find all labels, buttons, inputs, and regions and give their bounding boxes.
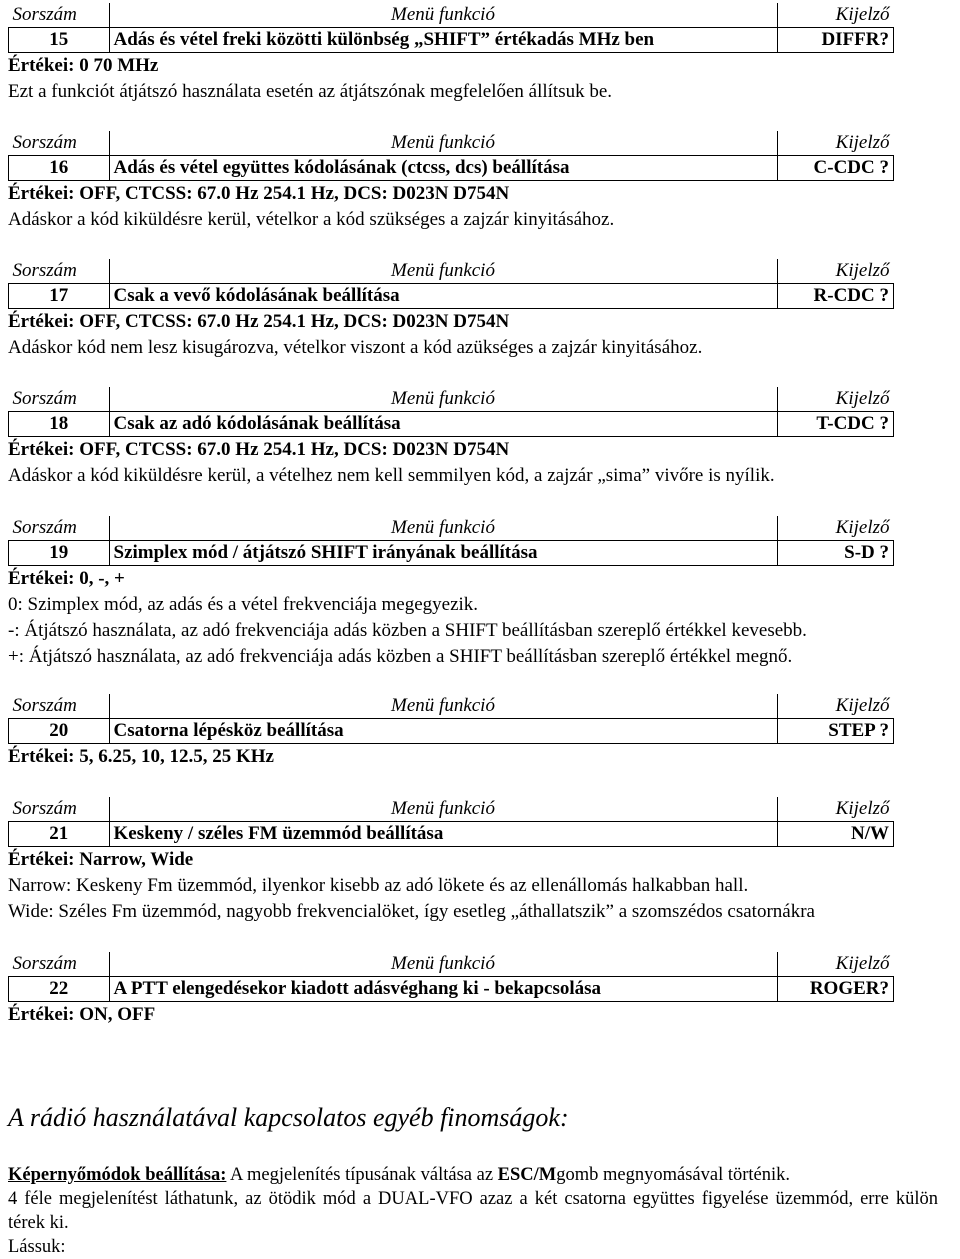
- menu-row: [9, 822, 894, 847]
- screen-modes-paragraph: [8, 1163, 938, 1187]
- lets-see-text: Lássuk:: [8, 1237, 66, 1257]
- menu-function: Csatorna lépésköz beállítása: [109, 719, 777, 744]
- header-kijelzo: Kijelző: [777, 131, 894, 156]
- menu-table: [8, 952, 894, 1002]
- header-menu-funkcio: Menü funkció: [109, 3, 777, 28]
- menu-number: 15: [9, 28, 110, 53]
- header-sorszam: Sorszám: [9, 694, 110, 719]
- menu-function: Szimplex mód / átjátszó SHIFT irányának beállítása: [109, 541, 777, 566]
- menu-description: +: Átjátszó használata, az adó frekvenciája adás közben a SHIFT beállításban szereplő értékkel megnő.: [8, 646, 793, 667]
- menu-values: Értékei: OFF, CTCSS: 67.0 Hz 254.1 Hz, DCS: D023N D754N: [8, 439, 510, 460]
- menu-row: [9, 156, 894, 181]
- header-menu-funkcio: Menü funkció: [109, 131, 777, 156]
- menu-table: [8, 259, 894, 309]
- menu-display-code: R-CDC ?: [777, 284, 894, 309]
- header-menu-funkcio: Menü funkció: [109, 694, 777, 719]
- header-kijelzo: Kijelző: [777, 694, 894, 719]
- menu-number: 16: [9, 156, 110, 181]
- menu-number: 19: [9, 541, 110, 566]
- esc-m-key: ESC/M: [497, 1165, 557, 1185]
- menu-table: [8, 387, 894, 437]
- menu-function: Csak a vevő kódolásának beállítása: [109, 284, 777, 309]
- menu-number: 22: [9, 977, 110, 1002]
- menu-display-code: C-CDC ?: [777, 156, 894, 181]
- menu-header-row: [9, 516, 894, 541]
- menu-display-code: STEP ?: [777, 719, 894, 744]
- menu-row: [9, 284, 894, 309]
- header-menu-funkcio: Menü funkció: [109, 797, 777, 822]
- menu-block-18: [8, 387, 894, 489]
- header-kijelzo: Kijelző: [777, 259, 894, 284]
- header-menu-funkcio: Menü funkció: [109, 259, 777, 284]
- menu-row: [9, 412, 894, 437]
- menu-block-19: [8, 516, 894, 670]
- menu-header-row: [9, 952, 894, 977]
- menu-header-row: [9, 131, 894, 156]
- menu-display-code: T-CDC ?: [777, 412, 894, 437]
- menu-display-code: DIFFR?: [777, 28, 894, 53]
- menu-display-code: N/W: [777, 822, 894, 847]
- menu-display-code: ROGER?: [777, 977, 894, 1002]
- menu-description: 0: Szimplex mód, az adás és a vétel frekvenciája megegyezik.: [8, 594, 479, 615]
- header-menu-funkcio: Menü funkció: [109, 387, 777, 412]
- menu-values: Értékei: ON, OFF: [8, 1004, 156, 1025]
- menu-block-16: [8, 131, 894, 233]
- menu-function: Adás és vétel freki közötti különbség „SHIFT” értékadás MHz ben: [109, 28, 777, 53]
- menu-block-20: [8, 694, 894, 770]
- menu-description: Ezt a funkciót átjátszó használata esetén az átjátszónak megfelelően állítsuk be.: [8, 81, 613, 102]
- menu-description: Wide: Széles Fm üzemmód, nagyobb frekvencialöket, így esetleg „áthallatszik” a szomszédos csatornákra: [8, 901, 815, 922]
- header-sorszam: Sorszám: [9, 259, 110, 284]
- header-sorszam: Sorszám: [9, 516, 110, 541]
- header-kijelzo: Kijelző: [777, 516, 894, 541]
- menu-row: [9, 541, 894, 566]
- menu-table: [8, 131, 894, 181]
- menu-description: Adáskor a kód kiküldésre kerül, a vételhez nem kell semmilyen kód, a zajzár „sima” vivőre is nyílik.: [8, 465, 775, 486]
- menu-values: Értékei: OFF, CTCSS: 67.0 Hz 254.1 Hz, DCS: D023N D754N: [8, 183, 510, 204]
- menu-description: Adáskor a kód kiküldésre kerül, vételkor a kód szükséges a zajzár kinyitásához.: [8, 209, 615, 230]
- menu-number: 18: [9, 412, 110, 437]
- menu-display-code: S-D ?: [777, 541, 894, 566]
- header-sorszam: Sorszám: [9, 3, 110, 28]
- menu-block-15: [8, 3, 894, 105]
- menu-function: A PTT elengedésekor kiadott adásvéghang ki - bekapcsolása: [109, 977, 777, 1002]
- display-modes-paragraph: 4 féle megjelenítést láthatunk, az ötödik mód a DUAL-VFO azaz a két csatorna együttes figyelése üzemmód, erre külön térek ki.: [8, 1189, 938, 1233]
- menu-table: [8, 3, 894, 53]
- menu-header-row: [9, 387, 894, 412]
- menu-values: Értékei: OFF, CTCSS: 67.0 Hz 254.1 Hz, DCS: D023N D754N: [8, 311, 510, 332]
- menu-table: [8, 516, 894, 566]
- menu-header-row: [9, 694, 894, 719]
- header-sorszam: Sorszám: [9, 387, 110, 412]
- menu-row: [9, 719, 894, 744]
- header-menu-funkcio: Menü funkció: [109, 516, 777, 541]
- menu-number: 17: [9, 284, 110, 309]
- menu-table: [8, 797, 894, 847]
- header-kijelzo: Kijelző: [777, 3, 894, 28]
- menu-row: [9, 977, 894, 1002]
- screen-modes-label: Képernyőmódok beállítása:: [8, 1165, 227, 1185]
- menu-header-row: [9, 3, 894, 28]
- section-heading: A rádió használatával kapcsolatos egyéb finomságok:: [8, 1103, 569, 1132]
- menu-function: Csak az adó kódolásának beállítása: [109, 412, 777, 437]
- menu-row: [9, 28, 894, 53]
- screen-modes-text-1: A megjelenítés típusának váltása az: [226, 1165, 498, 1185]
- menu-description: -: Átjátszó használata, az adó frekvenciája adás közben a SHIFT beállításban szereplő értékkel kevesebb.: [8, 620, 807, 641]
- screen-modes-text-2: gomb megnyomásával történik.: [556, 1165, 791, 1185]
- menu-table: [8, 694, 894, 744]
- menu-values: Értékei: 0 70 MHz: [8, 55, 159, 76]
- header-kijelzo: Kijelző: [777, 387, 894, 412]
- menu-header-row: [9, 797, 894, 822]
- menu-header-row: [9, 259, 894, 284]
- menu-block-22: [8, 952, 894, 1028]
- header-menu-funkcio: Menü funkció: [109, 952, 777, 977]
- header-sorszam: Sorszám: [9, 797, 110, 822]
- menu-block-21: [8, 797, 894, 925]
- menu-function: Keskeny / széles FM üzemmód beállítása: [109, 822, 777, 847]
- menu-description: Adáskor kód nem lesz kisugározva, vételkor viszont a kód azükséges a zajzár kinyitásához.: [8, 337, 703, 358]
- menu-number: 21: [9, 822, 110, 847]
- header-kijelzo: Kijelző: [777, 952, 894, 977]
- header-sorszam: Sorszám: [9, 952, 110, 977]
- menu-values: Értékei: 5, 6.25, 10, 12.5, 25 KHz: [8, 746, 274, 767]
- menu-number: 20: [9, 719, 110, 744]
- menu-function: Adás és vétel együttes kódolásának (ctcss, dcs) beállítása: [109, 156, 777, 181]
- header-sorszam: Sorszám: [9, 131, 110, 156]
- menu-block-17: [8, 259, 894, 361]
- menu-values: Értékei: 0, -, +: [8, 568, 125, 589]
- header-kijelzo: Kijelző: [777, 797, 894, 822]
- menu-description: Narrow: Keskeny Fm üzemmód, ilyenkor kisebb az adó lökete és az ellenállomás halkabban hall.: [8, 875, 749, 896]
- menu-values: Értékei: Narrow, Wide: [8, 849, 194, 870]
